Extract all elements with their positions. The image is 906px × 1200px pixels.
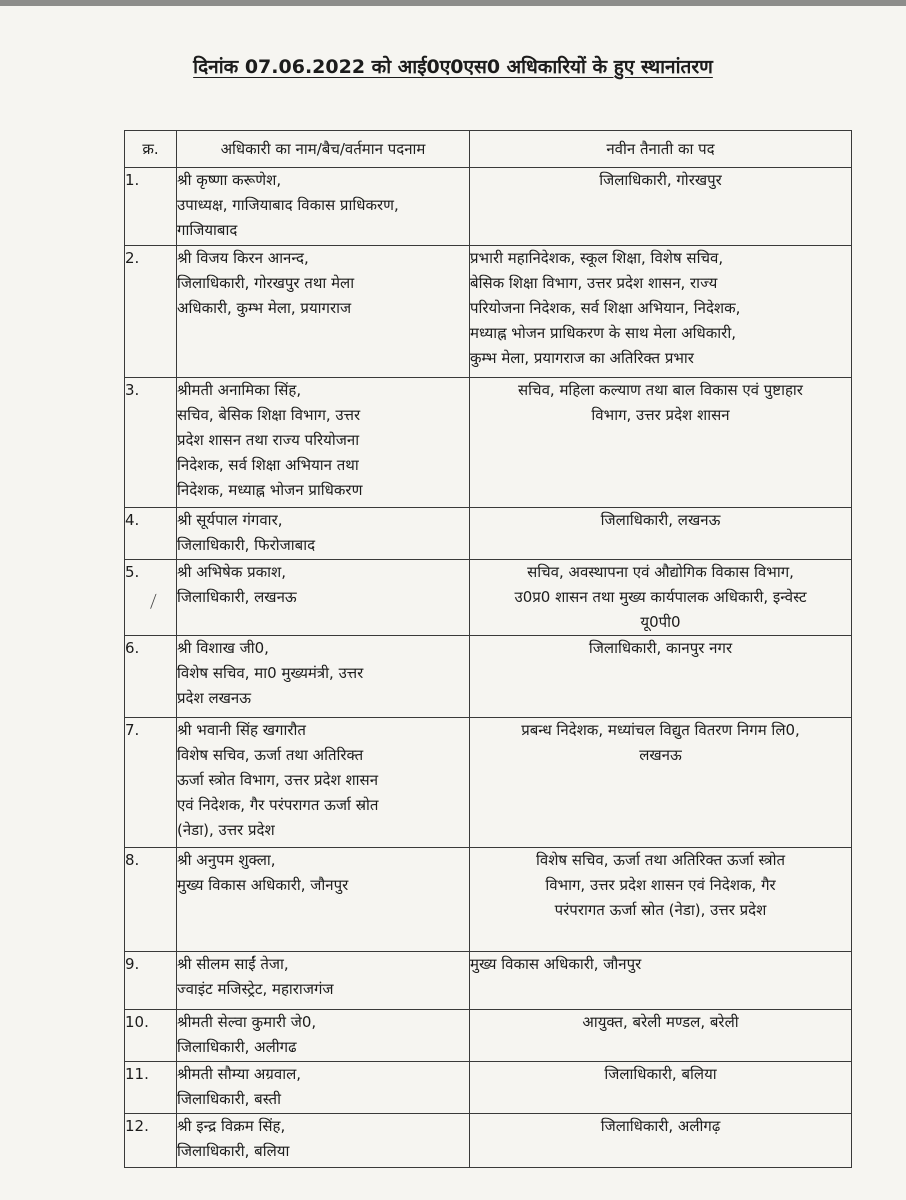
new-post-line: विभाग, उत्तर प्रदेश शासन <box>591 406 730 424</box>
table-row <box>125 378 852 508</box>
officer-name-line: विशेष सचिव, मा0 मुख्यमंत्री, उत्तर <box>177 664 364 682</box>
row-new-post <box>470 1062 852 1114</box>
row-new-post <box>470 718 852 848</box>
officer-name-line: श्री अनुपम शुक्ला, <box>177 851 276 869</box>
page-title <box>0 53 906 79</box>
new-post-line: जिलाधिकारी, बलिया <box>604 1065 717 1083</box>
row-new-post <box>470 1010 852 1062</box>
row-new-post <box>470 508 852 560</box>
new-post-line: मध्याह्न भोजन प्राधिकरण के साथ मेला अधिकारी, <box>470 324 736 342</box>
officer-name-line: ऊर्जा स्त्रोत विभाग, उत्तर प्रदेश शासन <box>177 771 379 789</box>
row-officer-name <box>177 1062 470 1114</box>
officer-name-line: श्री भवानी सिंह खगारौत <box>177 721 306 739</box>
table-row <box>125 1062 852 1114</box>
officer-name-line: प्रदेश शासन तथा राज्य परियोजना <box>177 431 360 449</box>
row-officer-name <box>177 848 470 952</box>
new-post-line: आयुक्त, बरेली मण्डल, बरेली <box>582 1013 739 1031</box>
officer-name-line: श्रीमती अनामिका सिंह, <box>177 381 302 399</box>
row-officer-name <box>177 168 470 246</box>
row-new-post <box>470 952 852 1010</box>
new-post-line: मुख्य विकास अधिकारी, जौनपुर <box>470 955 642 973</box>
table-row <box>125 508 852 560</box>
row-serial: 4. <box>125 508 177 560</box>
new-post-line: प्रबन्ध निदेशक, मध्यांचल विद्युत वितरण निगम लि0, <box>521 721 800 739</box>
row-new-post <box>470 168 852 246</box>
officer-name-line: श्री सूर्यपाल गंगवार, <box>177 511 283 529</box>
new-post-line: लखनऊ <box>639 746 682 764</box>
header-serial: क्र. <box>125 131 177 168</box>
table-row <box>125 848 852 952</box>
row-serial: 10. <box>125 1010 177 1062</box>
new-post-line: परियोजना निदेशक, सर्व शिक्षा अभियान, निदेशक, <box>470 299 741 317</box>
table-body <box>125 168 852 1168</box>
table-row <box>125 168 852 246</box>
header-officer-name: अधिकारी का नाम/बैच/वर्तमान पदनाम <box>177 131 470 168</box>
table-row <box>125 560 852 636</box>
table-row <box>125 246 852 378</box>
new-post-line: परंपरागत ऊर्जा स्रोत (नेडा), उत्तर प्रदेश <box>554 901 767 919</box>
officer-name-line: जिलाधिकारी, बस्ती <box>177 1090 281 1108</box>
row-serial: 12. <box>125 1114 177 1168</box>
officer-name-line: जिलाधिकारी, गोरखपुर तथा मेला <box>177 274 355 292</box>
header-new-post: नवीन तैनाती का पद <box>470 131 852 168</box>
officer-name-line: (नेडा), उत्तर प्रदेश <box>177 821 275 839</box>
officer-name-line: श्री विजय किरन आनन्द, <box>177 249 309 267</box>
row-officer-name <box>177 508 470 560</box>
new-post-line: कुम्भ मेला, प्रयागराज का अतिरिक्त प्रभार <box>470 349 694 367</box>
new-post-line: विभाग, उत्तर प्रदेश शासन एवं निदेशक, गैर <box>545 876 776 894</box>
row-officer-name <box>177 560 470 636</box>
officer-name-line: मुख्य विकास अधिकारी, जौनपुर <box>177 876 349 894</box>
officer-name-line: प्रदेश लखनऊ <box>177 689 252 707</box>
new-post-line: यू0पी0 <box>640 613 681 631</box>
officer-name-line: सचिव, बेसिक शिक्षा विभाग, उत्तर <box>177 406 361 424</box>
officer-name-line: श्रीमती सौम्या अग्रवाल, <box>177 1065 302 1083</box>
officer-name-line: श्री इन्द्र विक्रम सिंह, <box>177 1117 286 1135</box>
new-post-line: जिलाधिकारी, गोरखपुर <box>599 171 722 189</box>
row-officer-name <box>177 378 470 508</box>
row-officer-name <box>177 636 470 718</box>
officer-name-line: जिलाधिकारी, बलिया <box>177 1142 290 1160</box>
new-post-line: जिलाधिकारी, कानपुर नगर <box>588 639 733 657</box>
row-serial: 11. <box>125 1062 177 1114</box>
row-officer-name <box>177 1114 470 1168</box>
new-post-line: सचिव, महिला कल्याण तथा बाल विकास एवं पुष्टाहार <box>518 381 803 399</box>
officer-name-line: निदेशक, सर्व शिक्षा अभियान तथा <box>177 456 359 474</box>
row-serial: 7. <box>125 718 177 848</box>
row-officer-name <box>177 718 470 848</box>
officer-name-line: श्री अभिषेक प्रकाश, <box>177 563 287 581</box>
row-serial: 2. <box>125 246 177 378</box>
officer-name-line: निदेशक, मध्याह्न भोजन प्राधिकरण <box>177 481 363 499</box>
row-officer-name <box>177 952 470 1010</box>
new-post-line: बेसिक शिक्षा विभाग, उत्तर प्रदेश शासन, राज्य <box>470 274 718 292</box>
row-new-post <box>470 636 852 718</box>
new-post-line: जिलाधिकारी, लखनऊ <box>600 511 721 529</box>
row-new-post <box>470 560 852 636</box>
officer-name-line: ज्वाइंट मजिस्ट्रेट, महाराजगंज <box>177 980 334 998</box>
transfer-table <box>124 130 852 1168</box>
row-new-post <box>470 378 852 508</box>
row-serial: 1. <box>125 168 177 246</box>
new-post-line: सचिव, अवस्थापना एवं औद्योगिक विकास विभाग, <box>527 563 794 581</box>
officer-name-line: श्री विशाख जी0, <box>177 639 269 657</box>
row-serial: 5. <box>125 560 177 636</box>
officer-name-line: एवं निदेशक, गैर परंपरागत ऊर्जा स्रोत <box>177 796 379 814</box>
row-new-post <box>470 1114 852 1168</box>
officer-name-line: श्री सीलम साईं तेजा, <box>177 955 289 973</box>
officer-name-line: विशेष सचिव, ऊर्जा तथा अतिरिक्त <box>177 746 364 764</box>
officer-name-line: गाजियाबाद <box>177 221 238 239</box>
officer-name-line: जिलाधिकारी, लखनऊ <box>177 588 297 606</box>
table-row <box>125 718 852 848</box>
new-post-line: उ0प्र0 शासन तथा मुख्य कार्यपालक अधिकारी, इन्वेस्ट <box>514 588 807 606</box>
pen-tick-mark: ⟋ <box>144 590 162 613</box>
row-serial: 8. <box>125 848 177 952</box>
row-officer-name <box>177 246 470 378</box>
officer-name-line: जिलाधिकारी, फिरोजाबाद <box>177 536 316 554</box>
table-header-row <box>125 131 852 168</box>
row-officer-name <box>177 1010 470 1062</box>
table-row <box>125 1114 852 1168</box>
officer-name-line: श्रीमती सेल्वा कुमारी जे0, <box>177 1013 317 1031</box>
new-post-line: विशेष सचिव, ऊर्जा तथा अतिरिक्त ऊर्जा स्त्रोत <box>535 851 786 869</box>
table-row <box>125 636 852 718</box>
officer-name-line: जिलाधिकारी, अलीगढ <box>177 1038 297 1056</box>
page-title-text: दिनांक 07.06.2022 को आई0ए0एस0 अधिकारियों के हुए स्थानांतरण <box>193 56 713 78</box>
officer-name-line: अधिकारी, कुम्भ मेला, प्रयागराज <box>177 299 352 317</box>
row-serial: 3. <box>125 378 177 508</box>
officer-name-line: श्री कृष्णा करूणेश, <box>177 171 282 189</box>
row-serial: 6. <box>125 636 177 718</box>
new-post-line: प्रभारी महानिदेशक, स्कूल शिक्षा, विशेष सचिव, <box>470 249 724 267</box>
table-row <box>125 952 852 1010</box>
row-serial: 9. <box>125 952 177 1010</box>
row-new-post <box>470 246 852 378</box>
new-post-line: जिलाधिकारी, अलीगढ़ <box>600 1117 721 1135</box>
officer-name-line: उपाध्यक्ष, गाजियाबाद विकास प्राधिकरण, <box>177 196 399 214</box>
row-new-post <box>470 848 852 952</box>
table-row <box>125 1010 852 1062</box>
